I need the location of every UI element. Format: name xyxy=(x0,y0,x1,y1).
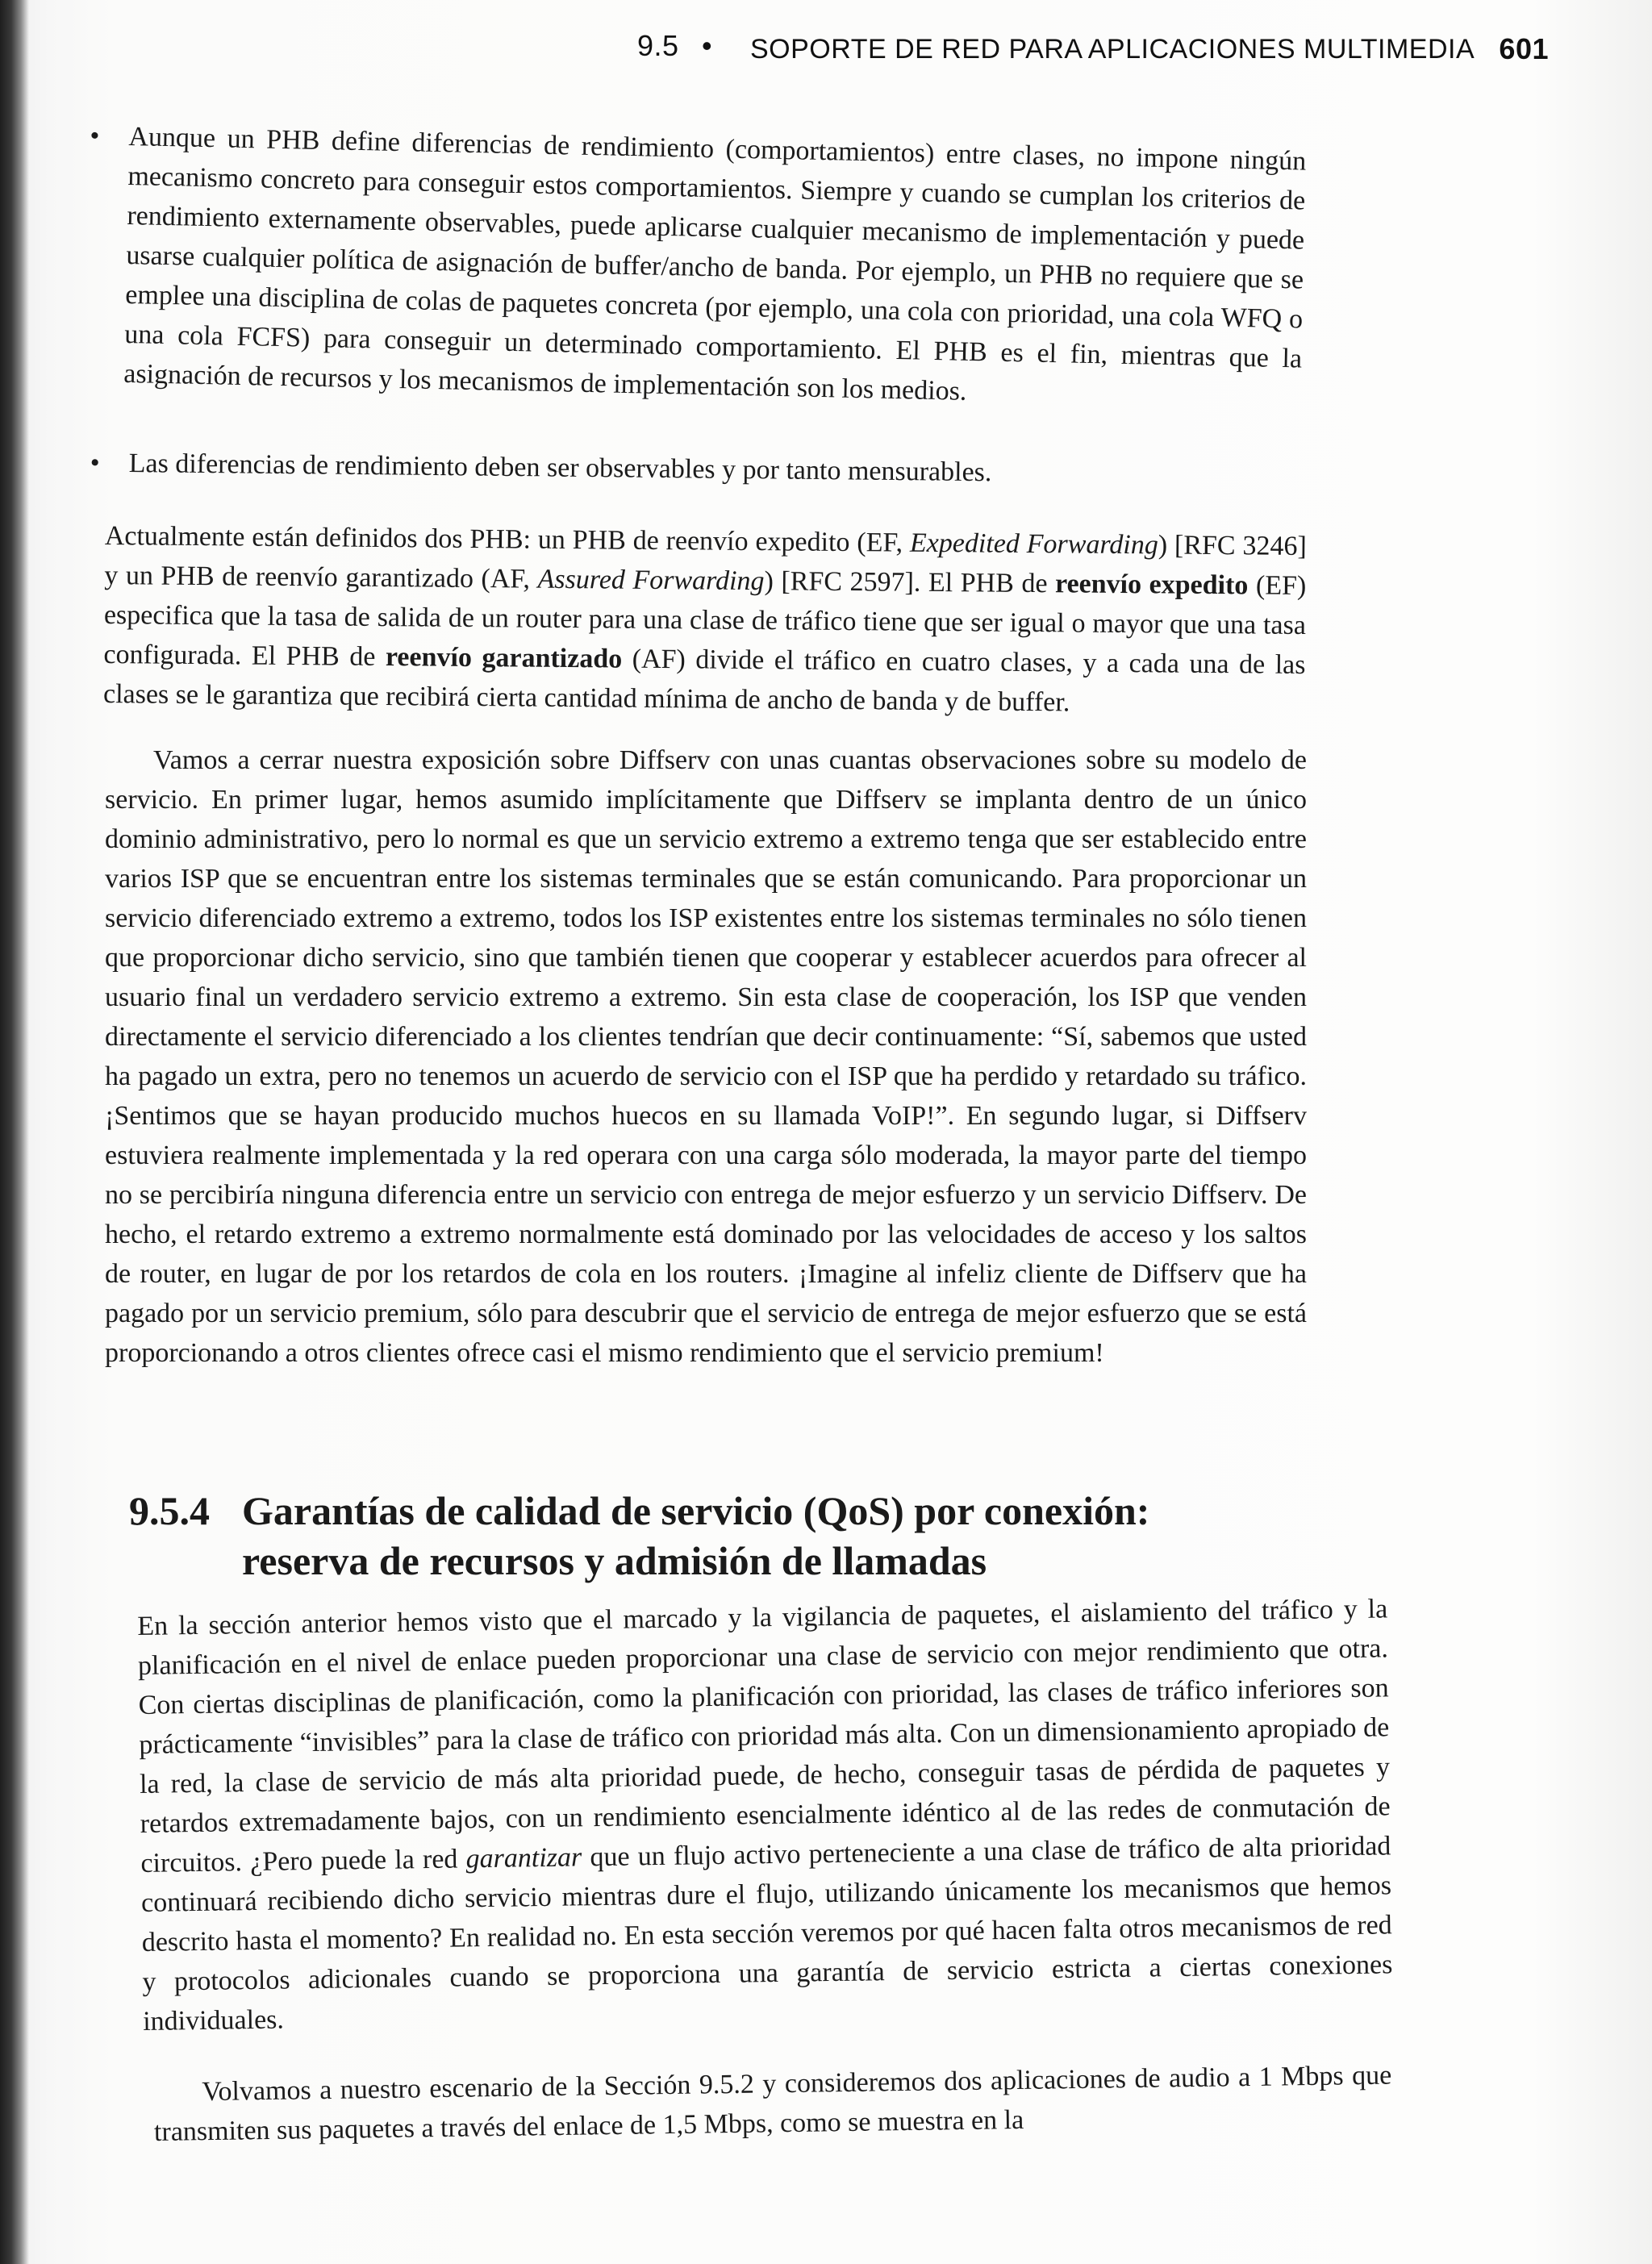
running-header xyxy=(637,24,1549,73)
page-number: 601 xyxy=(1499,32,1549,65)
book-spine-shadow xyxy=(0,0,29,2264)
text-run: que un flujo activo perteneciente a una clase de tráfico de alta prioridad continuará recibiendo dicho servicio mientras dure el flujo, utilizando únicamente los mecanismos que hemos descrito hasta el momento? En realidad no. En esta sección veremos por qué hacen falta otros mecanismos de red y protocolos adicionales cuando se proporciona una garantía de servicio estricta a ciertas conexiones individuales. xyxy=(140,1831,1393,2037)
bullet-marker: • xyxy=(90,448,100,478)
bullet-text: Las diferencias de rendimiento deben ser observables y por tanto mensurables. xyxy=(128,448,992,488)
paragraph-phb-types xyxy=(103,516,1307,724)
text-run: En la sección anterior hemos visto que el marcado y la vigilancia de paquetes, el aislamiento del tráfico y la planificación en el nivel de enlace pueden proporcionar una clase de servicio con mejor rendimiento que otra. Con ciertas disciplinas de planificación, como la planificación con prioridad, las clases de tráfico inferiores son prácticamente “invisibles” para la clase de tráfico con prioridad más alta. Con un dimensionamiento apropiado de la red, la clase de servicio de más alta prioridad puede, de hecho, conseguir tasas de pérdida de paquetes y retardos extremadamente bajos, con un rendimiento esencialmente idéntico al de las redes de conmutación de circuitos. ¿Pero puede la red xyxy=(137,1594,1391,1878)
section-number: 9.5.4 xyxy=(129,1488,210,1533)
paragraph-text: Vamos a cerrar nuestra exposición sobre Diffserv con unas cuantas observaciones sobre su modelo de servicio. En primer lugar, hemos asumido implícitamente que Diffserv se implanta dentro de un único dominio administrativo, pero lo normal es que un servicio extremo a extremo tenga que ser establecido entre varios ISP que se encuentran entre los sistemas terminales que se están comunicando. Para proporcionar un servicio diferenciado extremo a extremo, todos los ISP existentes entre los sistemas terminales no sólo tienen que proporcionar dicho servicio, sino que también tienen que cooperar y establecer acuerdos para ofrecer al usuario final un verdadero servicio extremo a extremo. Sin esta clase de cooperación, los ISP que venden directamente el servicio diferenciado a los clientes tendrían que decir continuamente: “Sí, sabemos que usted ha pagado un extra, pero no tenemos un acuerdo de servicio con el ISP que ha perdido y retardado su tráfico. ¡Sentimos que se hayan producido muchos huecos en su llamada VoIP!”. En segundo lugar, si Diffserv estuviera realmente implementada y la red operara con una carga sólo moderada, la mayor parte del tiempo no se percibiría ninguna diferencia entre un servicio con entrega de mejor esfuerzo y un servicio Diffserv. De hecho, el retardo extremo a extremo normalmente está dominado por las velocidades de acceso y los saltos de router, en lugar de por los retardos de cola en los routers. ¡Imagine al infeliz cliente de Diffserv que ha pagado por un servicio premium, sólo para descubrir que el servicio de entrega de mejor esfuerzo que se está proporcionando a otros clientes ofrece casi el mismo rendimiento que el servicio premium! xyxy=(105,745,1307,1368)
header-separator: • xyxy=(702,29,713,62)
paragraph-scenario: Volvamos a nuestro escenario de la Sección 9.5.2 y consideremos dos aplicaciones de audio a 1 Mbps que transmiten sus paquetes a través del enlace de 1,5 Mbps, como se muestra en la xyxy=(153,2060,1392,2147)
text-run-italic: Expedited Forwarding xyxy=(909,527,1158,561)
paragraph-qos-intro xyxy=(137,1589,1393,2041)
text-run: ) [RFC 3246] y un PHB de reenvío garantizado (AF, xyxy=(104,530,1307,594)
text-run-bold: reenvío expedito xyxy=(1054,569,1249,601)
section-heading xyxy=(129,1486,1323,1586)
text-run: (EF) especifica que la tasa de salida de un router para una clase de tráfico tiene que ser igual o mayor que una tasa configurada. El PHB de xyxy=(103,570,1307,673)
text-run-italic: Assured Forwarding xyxy=(537,564,765,597)
text-run-bold: reenvío garantizado xyxy=(385,642,623,674)
section-title-line2: reserva de recursos y admisión de llamadas xyxy=(242,1538,987,1583)
text-run: Actualmente están definidos dos PHB: un PHB de reenvío expedito (EF, xyxy=(104,520,911,558)
header-title: SOPORTE DE RED PARA APLICACIONES MULTIMEDIA xyxy=(750,34,1475,65)
bullet-item-phb-mechanism xyxy=(90,117,1307,419)
text-run: ) [RFC 2597]. El PHB de xyxy=(764,566,1056,599)
header-section-number: 9.5 xyxy=(637,29,679,62)
bullet-text: Aunque un PHB define diferencias de rendimiento (comportamientos) entre clases, no impone ningún mecanismo concreto para conseguir estos comportamientos. Siempre y cuando se cumplan los criterios de rendimiento externamente observables, puede aplicarse cualquier mecanismo de implementación y puede usarse cualquier política de asignación de buffer/ancho de banda. Por ejemplo, un PHB no requiere que se emplee una disciplina de colas de paquetes concreta (por ejemplo, una cola con prioridad, una cola WFQ o una cola FCFS) para conseguir un determinado comportamiento. El PHB es el fin, mientras que la asignación de recursos y los mecanismos de implementación son los medios. xyxy=(123,121,1307,407)
section-title-line1: Garantías de calidad de servicio (QoS) por conexión: xyxy=(242,1488,1150,1533)
text-run-italic: garantizar xyxy=(465,1842,582,1874)
text-run: (AF) divide el tráfico en cuatro clases, y a cada una de las clases se le garantiza que recibirá cierta cantidad mínima de ancho de banda y de buffer. xyxy=(102,644,1306,718)
paragraph-diffserv-observations xyxy=(105,740,1307,1373)
bullet-marker: • xyxy=(90,120,100,152)
bullet-item-observable xyxy=(90,444,1306,495)
